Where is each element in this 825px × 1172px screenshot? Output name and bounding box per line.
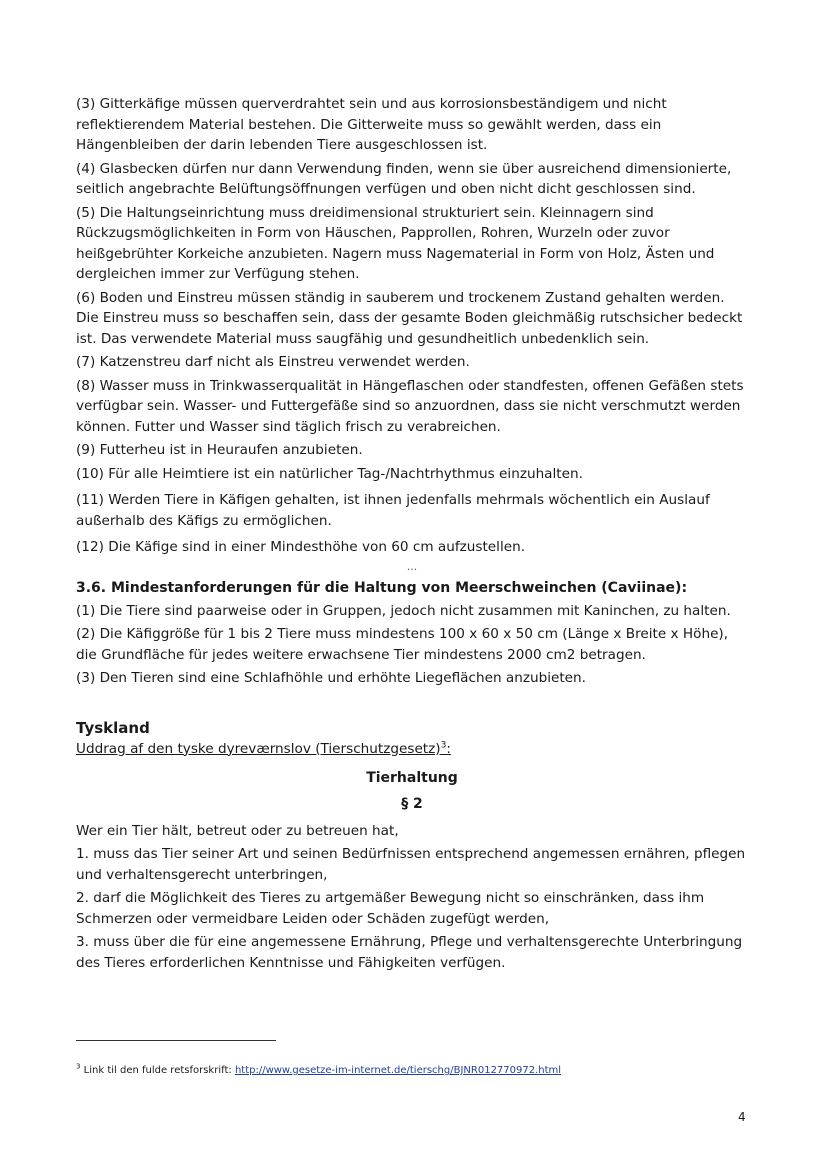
excerpt-label: Uddrag af den tyske dyreværnslov (Tierschutzgesetz) <box>76 740 441 757</box>
paragraph-12: (12) Die Käfige sind in einer Mindesthöhe von 60 cm aufzustellen. <box>76 539 526 555</box>
footnote <box>76 1064 561 1078</box>
page-number: 4 <box>738 1110 746 1124</box>
excerpt-line <box>76 739 748 759</box>
excerpt-colon: : <box>446 740 451 757</box>
section-paragraph-1: (1) Die Tiere sind paarweise oder in Gruppen, jedoch nicht zusammen mit Kaninchen, zu halten. <box>76 602 731 619</box>
main-content <box>76 94 748 976</box>
law-item-1: 1. muss das Tier seiner Art und seinen Bedürfnissen entsprechend angemessen ernähren, pflegen und verhaltensgerecht unterbringen, <box>76 846 746 883</box>
paragraph-10: (10) Für alle Heimtiere ist ein natürlicher Tag-/Nachtrhythmus einzuhalten. <box>76 465 583 482</box>
law-item-2: 2. darf die Möglichkeit des Tieres zu artgemäßer Bewegung nicht so einschränken, dass ihm Schmerzen oder vermeidbare Leiden oder Schäden zugefügt werden, <box>76 890 705 927</box>
section-paragraph-2: (2) Die Käfiggröße für 1 bis 2 Tiere muss mindestens 100 x 60 x 50 cm (Länge x Breite x Höhe), die Grundfläche für jedes weitere erwachsene Tier mindestens 2000 cm2 betragen. <box>76 626 729 663</box>
footnote-label: Link til den fulde retsforskrift: <box>83 1065 235 1076</box>
law-title: Tierhaltung <box>366 769 458 786</box>
paragraph-8: (8) Wasser muss in Trinkwasserqualität in Hängeflaschen oder standfesten, offenen Gefäßen stets verfügbar sein. Wasser- und Futtergefäße sind so anzuordnen, dass sie nicht verschmutzt werden können. Futter und Wasser sind täglich frisch zu verabreichen. <box>76 377 744 435</box>
footnote-number: 3 <box>76 1062 81 1071</box>
country-heading: Tyskland <box>76 718 150 737</box>
footnote-reference[interactable]: 3 <box>440 739 447 750</box>
footnote-link[interactable]: http://www.gesetze-im-internet.de/tierschg/BJNR012770972.html <box>234 1065 562 1076</box>
section-heading: 3.6. Mindestanforderungen für die Haltung von Meerschweinchen (Caviinae): <box>76 579 688 596</box>
law-section: § 2 <box>401 795 423 812</box>
paragraph-3: (3) Gitterkäfige müssen querverdrahtet sein und aus korrosionsbeständigem und nicht reflektierendem Material bestehen. Die Gitterweite muss so gewählt werden, dass ein Hängenbleiben der darin lebenden Tiere ausgeschlossen ist. <box>76 96 667 153</box>
paragraph-7: (7) Katzenstreu darf nicht als Einstreu verwendet werden. <box>76 354 470 370</box>
paragraph-9: (9) Futterheu ist in Heuraufen anzubieten. <box>76 442 363 458</box>
law-intro: Wer ein Tier hält, betreut oder zu betreuen hat, <box>76 822 399 839</box>
footnote-divider <box>76 1040 276 1041</box>
law-item-3: 3. muss über die für eine angemessene Ernährung, Pflege und verhaltensgerechte Unterbringung des Tieres erforderlichen Kenntnisse und Fähigkeiten verfügen. <box>76 934 743 971</box>
paragraph-6: (6) Boden und Einstreu müssen ständig in sauberem und trockenem Zustand gehalten werden. Die Einstreu muss so beschaffen sein, dass der gesamte Boden gleichmäßig rutschsicher bedeckt ist. Das verwendete Material muss saugfähig und gesundheitlich unbedenklich sein. <box>76 289 743 347</box>
paragraph-4: (4) Glasbecken dürfen nur dann Verwendung finden, wenn sie über ausreichend dimensionierte, seitlich angebrachte Belüftungsöffnungen verfügen und oben nicht dicht geschlossen sind. <box>76 160 732 197</box>
section-paragraph-3: (3) Den Tieren sind eine Schlafhöhle und erhöhte Liegeflächen anzubieten. <box>76 670 586 686</box>
omission-ellipsis: ... <box>406 559 418 573</box>
paragraph-11: (11) Werden Tiere in Käfigen gehalten, ist ihnen jedenfalls mehrmals wöchentlich ein Auslauf außerhalb des Käfigs zu ermöglichen. <box>76 492 710 529</box>
paragraph-5: (5) Die Haltungseinrichtung muss dreidimensional strukturiert sein. Kleinnagern sind Rückzugsmöglichkeiten in Form von Häuschen, Papprollen, Rohren, Wurzeln oder zuvor heißgebrühter Korkeiche anzubieten. Nagern muss Nagematerial in Form von Holz, Ästen und dergleichen immer zur Verfügung stehen. <box>76 204 715 282</box>
